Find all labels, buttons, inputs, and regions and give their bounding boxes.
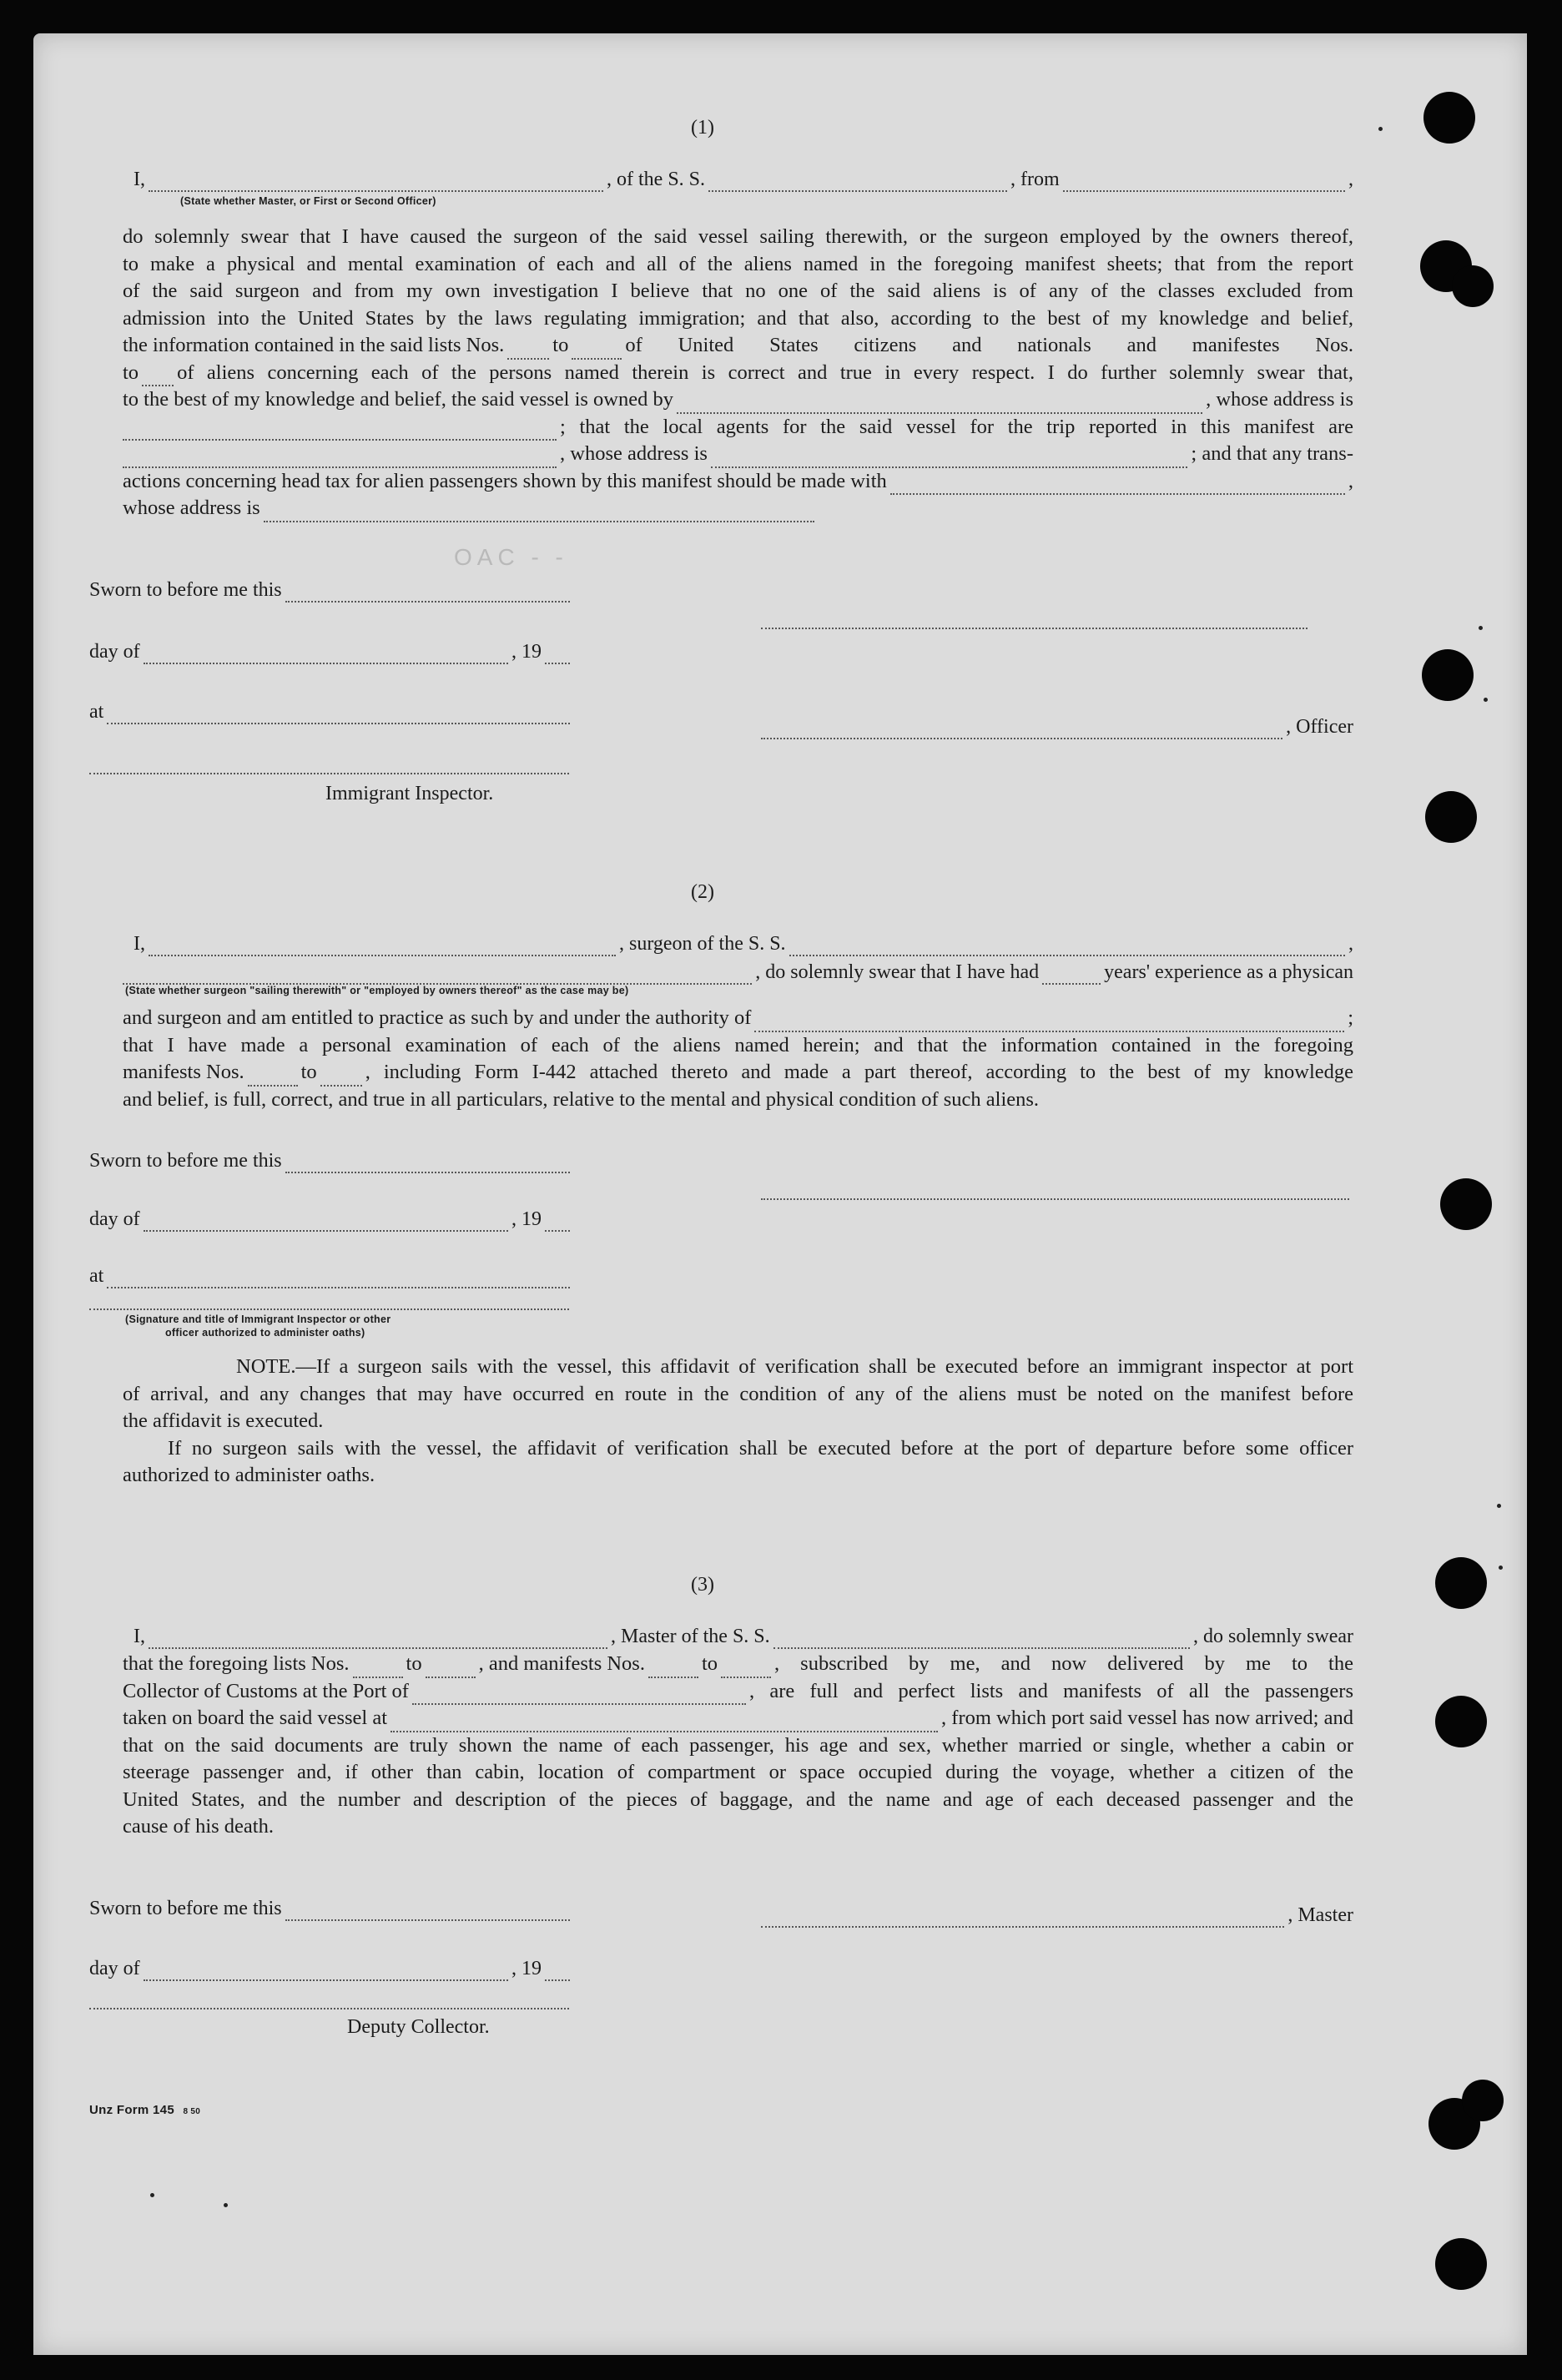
punch-hole <box>1425 791 1477 843</box>
text-line: and surgeon and am entitled to practice as such by and under the authority of ; <box>123 1005 1353 1032</box>
text-line: manifests Nos. to , including Form I-442 attached thereto and made a part thereof, according to the best of my knowledge <box>123 1059 1353 1087</box>
deputy-caption: Deputy Collector. <box>347 2016 490 2038</box>
head-tax-address-field[interactable] <box>264 506 814 522</box>
speck <box>1484 698 1488 702</box>
text-line: United States, and the number and description of the pieces of baggage, and the name and age of each deceased passenger and the <box>123 1788 1353 1811</box>
at-line: at <box>89 699 573 724</box>
speck <box>1497 1504 1501 1508</box>
owner-address-field[interactable] <box>123 424 557 441</box>
from-port-field[interactable] <box>1063 175 1345 192</box>
punch-hole <box>1423 92 1475 144</box>
faint-stamp: OAC - - <box>454 544 568 570</box>
officer-line: , Officer <box>761 714 1353 739</box>
form-sheet <box>33 33 1527 2355</box>
sworn-day-field[interactable] <box>285 586 570 603</box>
text-line: that on the said documents are truly shown the name of each passenger, his age and sex, whether married or single, whether a cabin or <box>123 1733 1353 1757</box>
surgeon-signature-line[interactable] <box>761 1198 1349 1200</box>
punch-hole <box>1462 2080 1504 2121</box>
day-of-field[interactable] <box>144 1215 508 1232</box>
officer-signature-line[interactable] <box>761 628 1308 629</box>
text-line: to the best of my knowledge and belief, the said vessel is owned by , whose address is <box>123 386 1353 414</box>
note-line: of arrival, and any changes that may have occurred en route in the condition of any of the aliens must be noted on the manifest before <box>123 1382 1353 1405</box>
at-line: at <box>89 1263 573 1288</box>
inspector-caption: Immigrant Inspector. <box>325 783 494 804</box>
master-signature-line: , Master <box>761 1903 1353 1928</box>
sworn-line: Sworn to before me this <box>89 577 573 603</box>
punch-hole <box>1452 265 1494 307</box>
note-line: If no surgeon sails with the vessel, the affidavit of verification shall be executed before at the port of departure before some officer <box>168 1436 1353 1460</box>
master-name-field[interactable] <box>149 175 603 192</box>
punch-hole <box>1435 2238 1487 2290</box>
surgeon-status-field[interactable] <box>123 968 752 985</box>
section3-text <box>123 1651 1353 1841</box>
signature-note: (Signature and title of Immigrant Inspector or other <box>125 1314 391 1325</box>
section-number: (3) <box>691 1574 714 1596</box>
text-line: and belief, is full, correct, and true in all particulars, relative to the mental and physical condition of such aliens. <box>123 1087 1040 1111</box>
text-line: actions concerning head tax for alien passengers shown by this manifest should be made with , <box>123 468 1353 496</box>
section-number: (2) <box>691 881 714 903</box>
surgeon-vessel-field[interactable] <box>789 940 1345 956</box>
local-agents-field[interactable] <box>123 451 557 468</box>
text-line: the information contained in the said lists Nos. to of United States citizens and nationals and manifestes Nos. <box>123 332 1353 360</box>
section2-text <box>123 1005 1353 1113</box>
section-number: (1) <box>691 117 714 139</box>
vessel-name-field[interactable] <box>708 175 1007 192</box>
citizen-lists-to-field[interactable] <box>572 343 622 360</box>
punch-hole <box>1435 1557 1487 1609</box>
section2-line1: I, , surgeon of the S. S. , <box>134 933 1353 955</box>
year-field[interactable] <box>545 1964 570 1981</box>
embarkation-port-field[interactable] <box>390 1716 938 1732</box>
sworn-line: Sworn to before me this <box>89 1896 573 1921</box>
day-of-line: day of , 19 <box>89 639 573 664</box>
section2-line2: , do solemnly swear that I have had years' experience as a physican <box>123 960 1353 985</box>
text-line: do solemnly swear that I have caused the surgeon of the said vessel sailing therewith, or the surgeon employed by the owners thereof, <box>123 225 1353 248</box>
text-line: , whose address is ; and that any trans- <box>123 441 1353 468</box>
text-line: steerage passenger and, if other than cabin, location of compartment or space occupied during the voyage, whether a citizen of the <box>123 1761 1353 1783</box>
owner-field[interactable] <box>677 397 1202 414</box>
text-line: admission into the United States by the laws regulating immigration; and that also, according to the best of my knowledge and belief, <box>123 306 1353 330</box>
manifests-from-field[interactable] <box>648 1661 698 1678</box>
master-name-field[interactable] <box>149 1632 607 1649</box>
field-note: (State whether surgeon "sailing therewith" or "employed by owners thereof" as the case may be) <box>125 985 629 996</box>
year-field[interactable] <box>545 1215 570 1232</box>
alien-manifests-to-field[interactable] <box>142 370 174 386</box>
text-line: taken on board the said vessel at , from which port said vessel has now arrived; and <box>123 1705 1353 1732</box>
section3-line1: I, , Master of the S. S. , do solemnly swear <box>134 1626 1353 1647</box>
agents-address-field[interactable] <box>711 451 1188 468</box>
manifests-to-field[interactable] <box>320 1070 362 1087</box>
day-of-line: day of , 19 <box>89 1207 573 1232</box>
speck <box>150 2193 154 2197</box>
text-line: that I have made a personal examination of each of the aliens named herein; and that the information contained in the foregoing <box>123 1033 1353 1056</box>
section1-line1: I, , of the S. S. , from , <box>134 169 1353 190</box>
inspector-signature-line[interactable] <box>89 1308 569 1310</box>
officer-title-field[interactable] <box>761 723 1282 739</box>
punch-hole <box>1435 1696 1487 1747</box>
speck <box>1479 626 1483 630</box>
collector-port-field[interactable] <box>412 1688 746 1705</box>
lists-from-field[interactable] <box>353 1661 403 1678</box>
note-line: authorized to administer oaths. <box>123 1464 375 1486</box>
at-place-field[interactable] <box>107 1272 570 1288</box>
text-line: ; that the local agents for the said vessel for the trip reported in this manifest are <box>123 414 1353 441</box>
field-note: (State whether Master, or First or Second Officer) <box>180 195 436 207</box>
speck <box>1499 1566 1503 1570</box>
day-of-field[interactable] <box>144 1964 508 1981</box>
authority-field[interactable] <box>754 1016 1344 1032</box>
at-place-field[interactable] <box>107 708 570 724</box>
text-line: to of aliens concerning each of the persons named therein is correct and true in every respect. I do further solemnly swear that, <box>123 360 1353 387</box>
deputy-signature-line[interactable] <box>89 2008 569 2009</box>
surgeon-name-field[interactable] <box>149 940 616 956</box>
years-experience-field[interactable] <box>1042 968 1101 985</box>
speck <box>224 2203 228 2207</box>
day-of-line: day of , 19 <box>89 1956 573 1981</box>
section2-note <box>123 1354 1353 1490</box>
punch-hole <box>1440 1178 1492 1230</box>
sworn-line: Sworn to before me this <box>89 1148 573 1173</box>
sworn-day-field[interactable] <box>285 1157 570 1173</box>
text-line: Collector of Customs at the Port of , are full and perfect lists and manifests of all the passengers <box>123 1678 1353 1706</box>
day-of-field[interactable] <box>144 648 508 664</box>
section1-text <box>123 224 1353 522</box>
text-line: of the said surgeon and from my own investigation I believe that no one of the said aliens is of any of the classes excluded from <box>123 280 1353 302</box>
master-signature-field[interactable] <box>761 1911 1284 1928</box>
note-line: the affidavit is executed. <box>123 1409 324 1432</box>
head-tax-contact-field[interactable] <box>890 478 1345 495</box>
text-line: whose address is <box>123 495 1353 522</box>
vessel-name-field[interactable] <box>773 1632 1190 1649</box>
manifests-to-field[interactable] <box>721 1661 771 1678</box>
form-number: Unz Form 145 8 50 <box>89 2103 201 2117</box>
text-line: that the foregoing lists Nos. to , and manifests Nos. to , subscribed by me, and now delivered by me to the <box>123 1651 1353 1678</box>
punch-hole <box>1422 649 1474 701</box>
inspector-signature-line[interactable] <box>89 773 569 774</box>
lists-to-field[interactable] <box>426 1661 476 1678</box>
year-field[interactable] <box>545 648 570 664</box>
text-line: cause of his death. <box>123 1815 274 1838</box>
note-line: NOTE.—If a surgeon sails with the vessel, this affidavit of verification shall be executed before an immigrant inspector at port <box>236 1355 1353 1378</box>
text-line: to make a physical and mental examination of each and all of the aliens named in the foregoing manifest sheets; that from the report <box>123 252 1353 275</box>
signature-note: officer authorized to administer oaths) <box>165 1327 365 1339</box>
citizen-lists-from-field[interactable] <box>507 343 549 360</box>
speck <box>1378 127 1383 131</box>
manifests-from-field[interactable] <box>248 1070 298 1087</box>
sworn-day-field[interactable] <box>285 1904 570 1921</box>
